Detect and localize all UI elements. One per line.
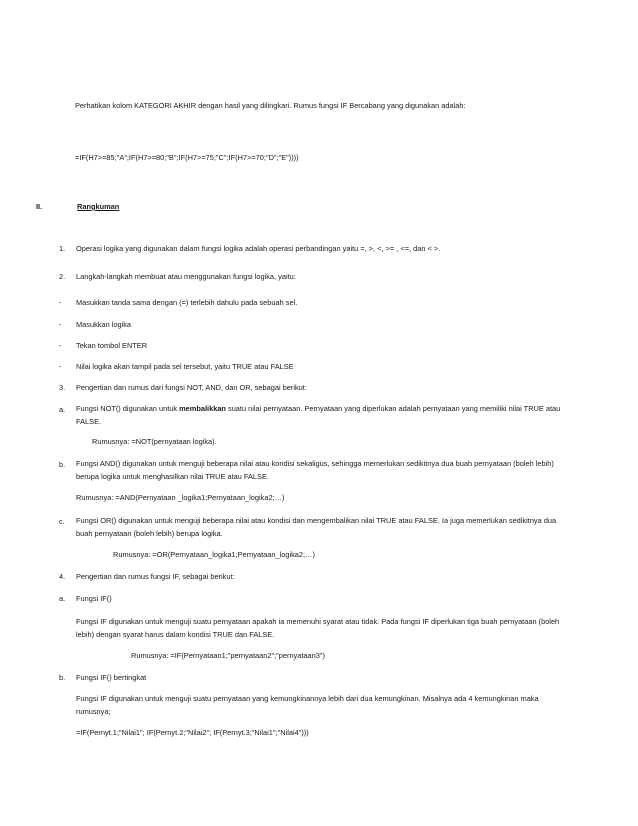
list-item-text: Operasi logika yang digunakan dalam fungsi logika adalah operasi perbandingan yaitu =, >, <, >= , <=, dan < >. [76, 244, 441, 253]
dash-item-text: Masukkan logika [76, 320, 132, 329]
if-formula: Rumusnya: =IF(Pernyataan1;"pernyataan2";"pernyataan3") [131, 651, 325, 660]
dash-item-text: Masukkan tanda sama dengan (=) terlebih dahulu pada sebuah sel. [76, 298, 298, 307]
sub-marker: b. [59, 460, 66, 469]
or-description: Fungsi OR() digunakan untuk menguji beberapa nilai atau kondisi dan mengembalikan nilai TRUE atau FALSE. Ia juga memerlukan sedikitnya dua buah pernyataan (boleh lebih) berupa logika. [76, 516, 557, 538]
intro-formula: =IF(H7>=85;"A";IF(H7>=80;"B";IF(H7>=75;"C";IF(H7>=70;"D";"E")))) [75, 153, 299, 162]
if-heading: Fungsi IF() [76, 594, 112, 603]
dash-item-text: Nilai logika akan tampil pada sel tersebut, yaitu TRUE atau FALSE [76, 362, 294, 371]
emphasis-text: membalikkan [179, 404, 226, 413]
list-marker: 3. [59, 383, 66, 392]
section-title: Rangkuman [77, 202, 120, 211]
section-number: II. [36, 202, 43, 211]
not-formula: Rumusnya: =NOT(pernyataan logika). [92, 437, 217, 446]
sub-marker: a. [59, 405, 66, 414]
nested-if-formula: =IF(Pernyt.1;"Nilai1"; IF(Pernyt.2;"Nilai2"; IF(Pernyt.3;"Nilai1";"Nilai4"))) [76, 728, 309, 737]
list-marker: 1. [59, 244, 66, 253]
list-item-text: Pengertian dan rumus fungsi IF, sebagai berikut: [76, 572, 235, 581]
list-marker: 2. [59, 272, 66, 281]
or-formula: Rumusnya: =OR(Pernyataan_logika1;Pernyataan_logika2;…) [113, 550, 315, 559]
dash-marker: - [59, 298, 62, 307]
sub-marker: b. [59, 673, 66, 682]
not-description: Fungsi NOT() digunakan untuk membalikkan suatu nilai pernyataan. Pernyataan yang diperlukan adalah pernyataan yang memiliki nilai TRUE atau FALSE. [76, 404, 561, 426]
nested-if-description: Fungsi IF digunakan untuk menguji suatu pernyataan yang kemungkinannya lebih dari dua kemungkinan. Misalnya ada 4 kemungkinan maka rumusnya; [76, 694, 539, 716]
dash-marker: - [59, 341, 62, 350]
if-description: Fungsi IF digunakan untuk menguji suatu pernyataan apakah ia memenuhi syarat atau tidak. Pada fungsi IF diperlukan tiga buah pernyataan (boleh lebih) dengan syarat harus dalam kondisi TRUE dan FALSE. [76, 617, 560, 639]
list-item-text: Pengertian dan rumus dari fungsi NOT, AND, dan OR, sebagai berikut: [76, 383, 307, 392]
and-formula: Rumusnya: =AND(Pernyataan _logika1;Pernyataan_logika2;…) [76, 493, 285, 502]
dash-marker: - [59, 362, 62, 371]
list-item-text: Langkah-langkah membuat atau menggunakan fungsi logika, yaitu: [76, 272, 296, 281]
dash-marker: - [59, 320, 62, 329]
sub-marker: c. [59, 517, 65, 526]
dash-item-text: Tekan tombol ENTER [76, 341, 148, 350]
intro-text: Perhatikan kolom KATEGORI AKHIR dengan hasil yang dilingkari. Rumus fungsi IF Bercabang yang digunakan adalah: [75, 101, 466, 110]
sub-marker: a. [59, 594, 66, 603]
and-description: Fungsi AND() digunakan untuk menguji beberapa nilai atau kondisi sekaligus, sehingga memerlukan sedikitnya dua buah pernyataan (boleh lebih) berupa logika untuk menghasilkan nilai TRUE atau FALSE. [76, 459, 554, 481]
nested-if-heading: Fungsi IF() bertingkat [76, 673, 147, 682]
list-marker: 4. [59, 572, 66, 581]
